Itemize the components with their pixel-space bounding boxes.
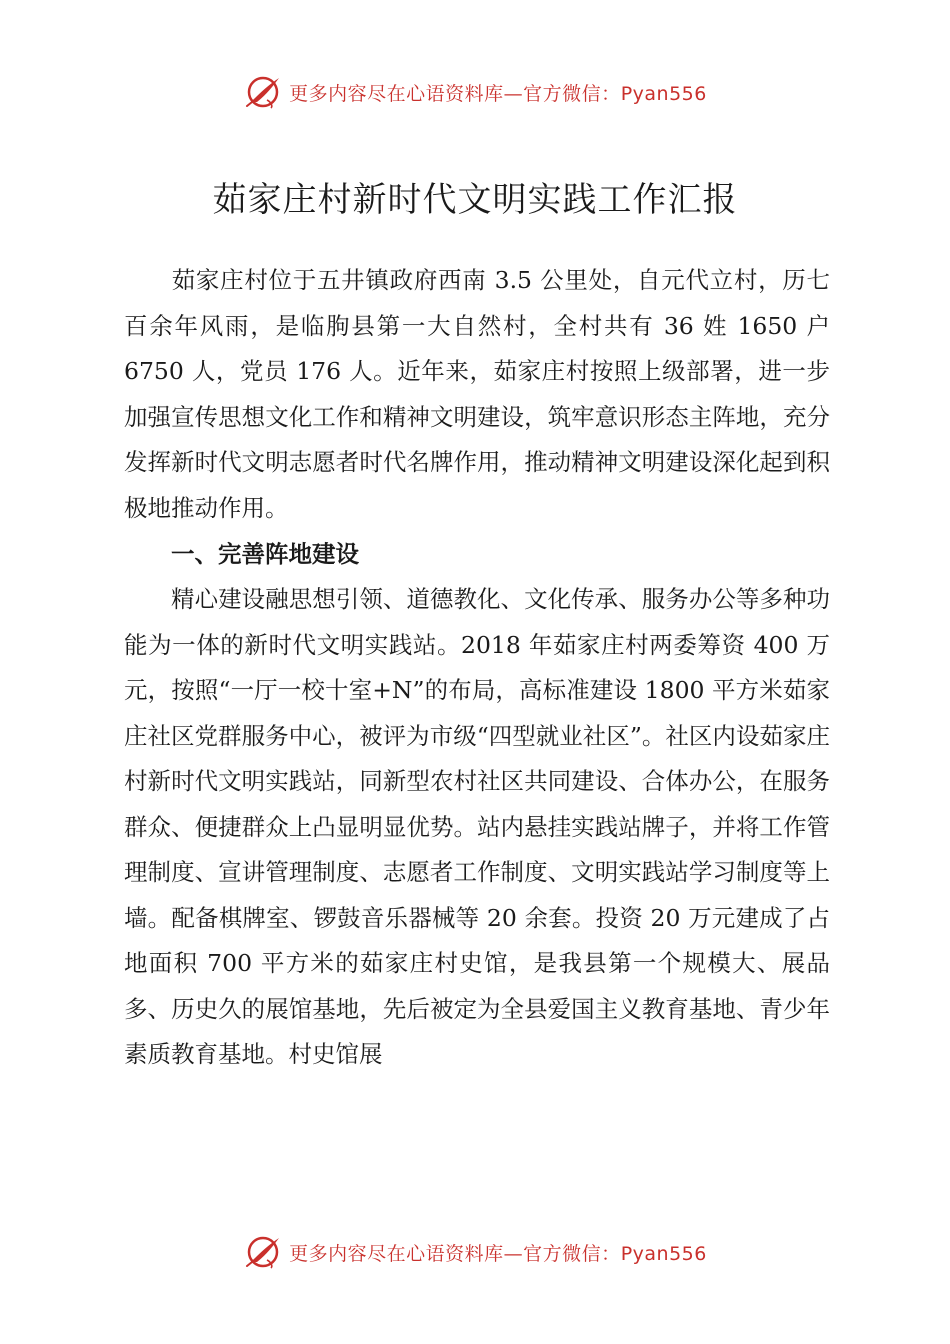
intro-paragraph: 茹家庄村位于五井镇政府西南 3.5 公里处，自元代立村，历七百余年风雨，是临朐县第一大自然村，全村共有 36 姓 1650 户 6750 人，党员 176 人。近年来，茹家庄村按照上级部署，进一步加强宣传思想文化工作和精神文明建设，筑牢意识形态主阵地，充分发挥新时代文明志愿者时代名牌作用，推动精神文明建设深化起到积极地推动作用。 bbox=[124, 266, 830, 522]
watermark-text: 更多内容尽在心语资料库—官方微信：Pyan556 bbox=[289, 82, 707, 105]
section-paragraph: 精心建设融思想引领、道德教化、文化传承、服务办公等多种功能为一体的新时代文明实践站。2018 年茹家庄村两委筹资 400 万元，按照“一厅一校十室+N”的布局，高标准建设 1800 平方米茹家庄社区党群服务中心，被评为市级“四型就业社区”。社区内设茹家庄村新时代文明实践站，同新型农村社区共同建设、合体办公，在服务群众、便捷群众上凸显明显优势。站内悬挂实践站牌子，并将工作管理制度、宣讲管理制度、志愿者工作制度、文明实践站学习制度等上墙。配备棋牌室、锣鼓音乐器械等 20 余套。投资 20 万元建成了占地面积 700 平方米的茹家庄村史馆，是我县第一个规模大、展品多、历史久的展馆基地，先后被定为全县爱国主义教育基地、青少年素质教育基地。村史馆展 bbox=[124, 585, 830, 1068]
quill-logo-icon bbox=[243, 72, 283, 112]
watermark-text: 更多内容尽在心语资料库—官方微信：Pyan556 bbox=[289, 1242, 707, 1265]
section-heading: 一、完善阵地建设 bbox=[171, 540, 359, 568]
quill-logo-icon bbox=[243, 1232, 283, 1272]
watermark-banner-bottom bbox=[0, 1230, 950, 1274]
watermark-banner-top bbox=[0, 70, 950, 114]
document-title: 茹家庄村新时代文明实践工作汇报 bbox=[212, 180, 738, 220]
